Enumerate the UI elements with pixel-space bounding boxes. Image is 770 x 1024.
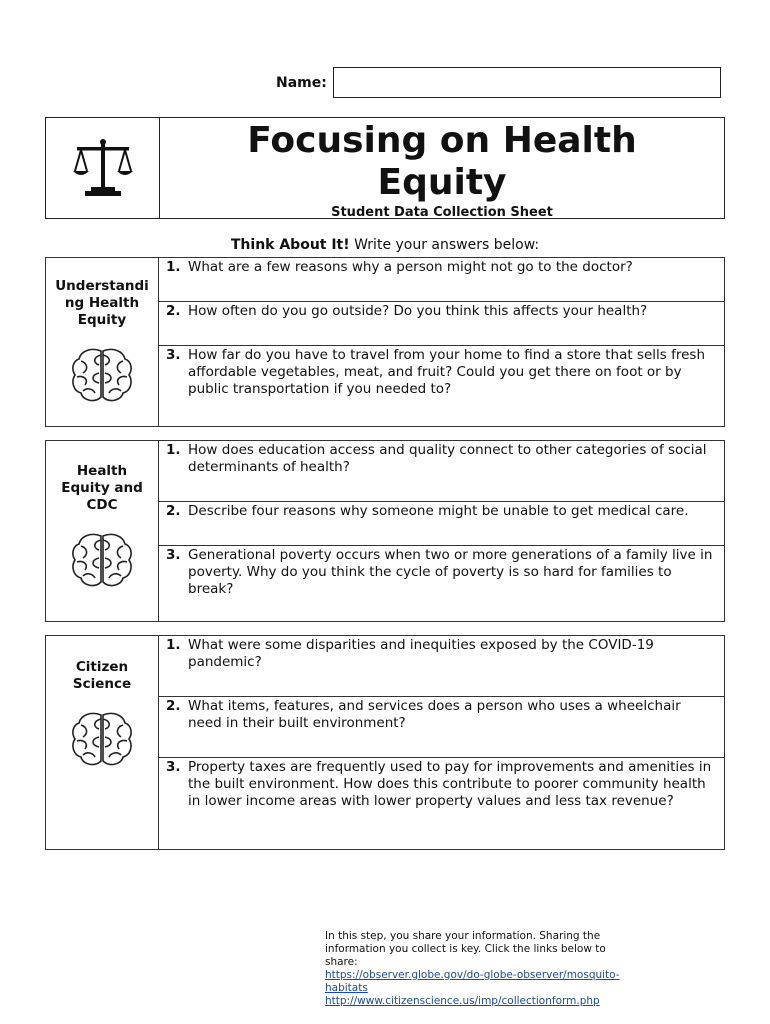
question-number: 1.: [166, 442, 181, 458]
question-text: Property taxes are frequently used to pay for improvements and amenities in the built environment. How does this contribute to poorer community health in lower income areas with lower property values and less tax revenue?: [188, 759, 712, 809]
instructions: [0, 237, 770, 253]
citizenscience-link[interactable]: http://www.citizenscience.us/imp/collectionform.php: [325, 995, 600, 1007]
question-number: 2.: [166, 698, 181, 714]
section-label-cell: [46, 258, 159, 426]
section-name: Citizen Science: [72, 659, 132, 692]
section-label-cell: [46, 636, 159, 849]
section-citizen-science: [45, 635, 725, 850]
footer-text: In this step, you share your information. Sharing the information you collect is key. Click the links below to share:: [325, 930, 606, 968]
question-item: [159, 636, 724, 697]
section-questions: [159, 441, 724, 621]
title-line-2: Equity: [377, 162, 507, 203]
question-number: 2.: [166, 303, 181, 319]
name-label: Name:: [276, 74, 327, 91]
section-understanding-health-equity: [45, 257, 725, 427]
question-item: [159, 697, 724, 758]
question-number: 3.: [166, 759, 181, 775]
section-health-equity-and-cdc: [45, 440, 725, 622]
question-text: How does education access and quality connect to other categories of social determinants of health?: [188, 442, 707, 475]
observer-link[interactable]: https://observer.globe.gov/do-globe-observer/mosquito-habitats: [325, 969, 620, 994]
page-title: [160, 120, 724, 204]
question-text: How far do you have to travel from your home to find a store that sells fresh affordable vegetables, meat, and fruit? Could you get there on foot or by public transportation if you needed to?: [188, 347, 705, 397]
question-number: 1.: [166, 637, 181, 653]
footer: [325, 930, 635, 1008]
section-name: Understandi ng Health Equity: [55, 278, 149, 328]
question-item: [159, 441, 724, 502]
name-input[interactable]: [333, 67, 721, 98]
question-number: 2.: [166, 503, 181, 519]
question-item: [159, 302, 724, 346]
header-box: [45, 117, 725, 219]
question-number: 3.: [166, 347, 181, 363]
title-line-1: Focusing on Health: [247, 120, 637, 161]
question-text: How often do you go outside? Do you think this affects your health?: [188, 303, 648, 319]
brain-icon: [71, 711, 133, 767]
question-text: What are a few reasons why a person might not go to the doctor?: [188, 259, 633, 275]
section-name: Health Equity and CDC: [61, 463, 143, 513]
name-row: [276, 67, 721, 98]
section-label-cell: [46, 441, 159, 621]
question-number: 1.: [166, 259, 181, 275]
question-item: [159, 502, 724, 546]
instructions-bold: Think About It!: [230, 237, 350, 253]
question-text: What were some disparities and inequities exposed by the COVID-19 pandemic?: [188, 637, 654, 670]
header-icon-cell: [46, 118, 159, 218]
question-item: [159, 546, 724, 621]
question-item: [159, 346, 724, 426]
section-questions: [159, 636, 724, 849]
section-questions: [159, 258, 724, 426]
question-item: [159, 258, 724, 302]
question-number: 3.: [166, 547, 181, 563]
page-subtitle: Student Data Collection Sheet: [331, 205, 553, 220]
question-text: Describe four reasons why someone might be unable to get medical care.: [188, 503, 689, 519]
header-title-cell: [159, 118, 724, 218]
question-item: [159, 758, 724, 849]
question-text: Generational poverty occurs when two or more generations of a family live in poverty. Why do you think the cycle of poverty is so hard for families to break?: [188, 547, 713, 597]
question-text: What items, features, and services does a person who uses a wheelchair need in their built environment?: [188, 698, 681, 731]
brain-icon: [71, 532, 133, 588]
brain-icon: [71, 347, 133, 403]
scales-icon: [73, 137, 133, 199]
instructions-text: Write your answers below:: [349, 237, 540, 253]
